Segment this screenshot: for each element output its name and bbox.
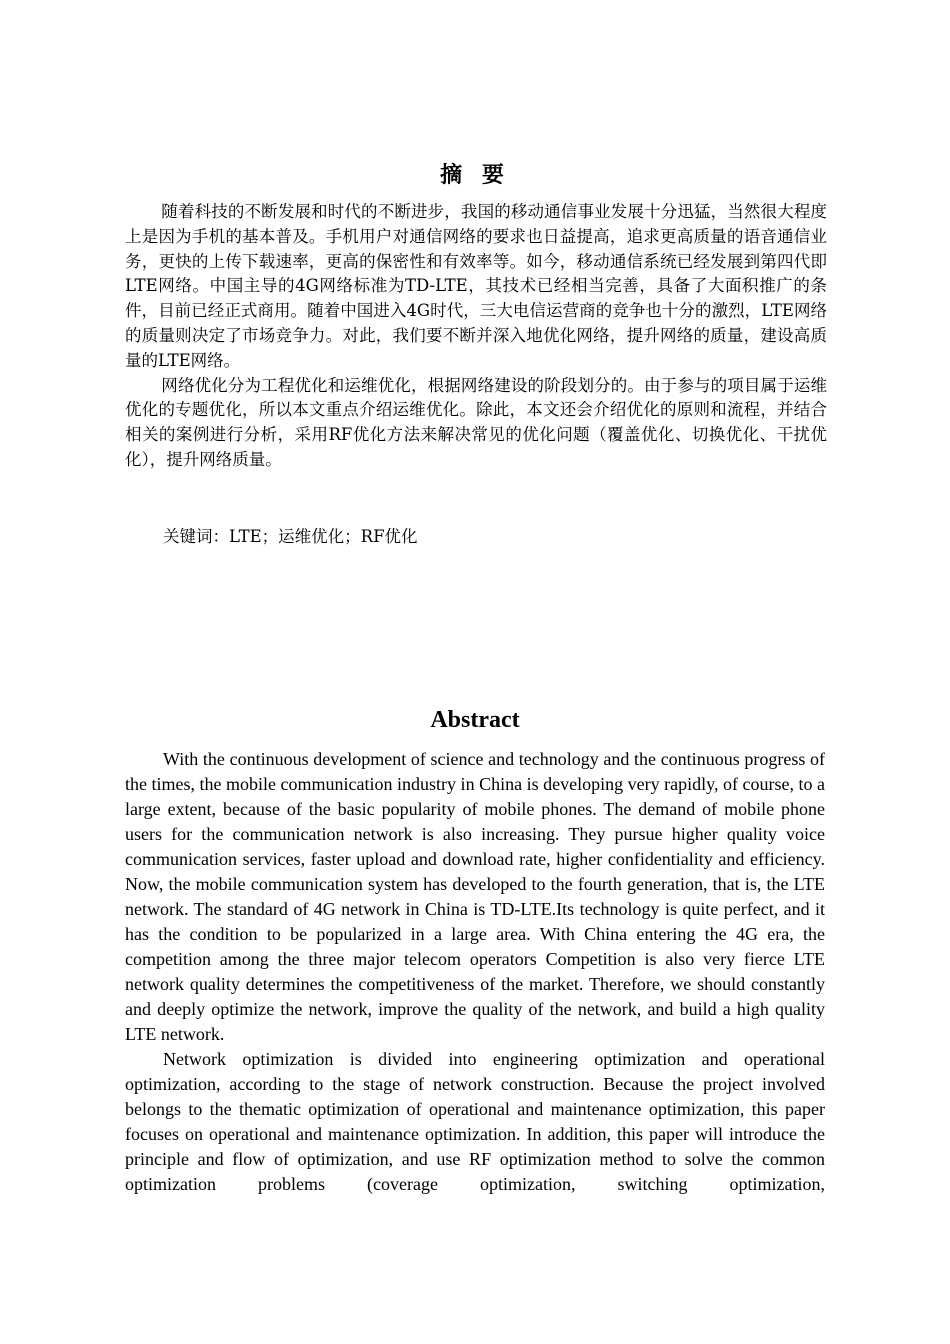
chinese-keywords: 关键词：LTE；运维优化；RF优化	[163, 527, 418, 546]
english-abstract-body	[125, 747, 825, 1197]
chinese-paragraph-2: 网络优化分为工程优化和运维优化，根据网络建设的阶段划分的。由于参与的项目属于运维优化的专题优化，所以本文重点介绍运维优化。除此，本文还会介绍优化的原则和流程，并结合相关的案例进行分析，采用RF优化方法来解决常见的优化问题（覆盖优化、切换优化、干扰优化），提升网络质量。	[125, 375, 827, 469]
english-abstract-title: Abstract	[430, 707, 520, 733]
english-paragraph-2: Network optimization is divided into engineering optimization and operational optimization, according to the stage of network construction. Because the project involved belongs to the thematic optimization of operational and maintenance optimization, this paper focuses on operational and maintenance optimization. In addition, this paper will introduce the principle and flow of optimization, and use RF optimization method to solve the common optimization problems (coverage optimization, switching optimization,	[125, 1049, 825, 1194]
english-paragraph-1: With the continuous development of science and technology and the continuous progress of the times, the mobile communication industry in China is developing very rapidly, of course, to a large extent, because of the basic popularity of mobile phones. The demand of mobile phone users for the communication network is also increasing. They pursue higher quality voice communication services, faster upload and download rate, higher confidentiality and efficiency. Now, the mobile communication system has developed to the fourth generation, that is, the LTE network. The standard of 4G network in China is TD-LTE.Its technology is quite perfect, and it has the condition to be popularized in a large area. With China entering the 4G era, the competition among the three major telecom operators Competition is also very fierce LTE network quality determines the competitiveness of the market. Therefore, we should constantly and deeply optimize the network, improve the quality of the network, and build a high quality LTE network.	[125, 749, 825, 1044]
chinese-abstract-title: 摘 要	[440, 162, 510, 188]
chinese-abstract-body	[125, 200, 827, 473]
chinese-paragraph-1: 随着科技的不断发展和时代的不断进步，我国的移动通信事业发展十分迅猛，当然很大程度上是因为手机的基本普及。手机用户对通信网络的要求也日益提高，追求更高质量的语音通信业务，更快的上传下载速率，更高的保密性和有效率等。如今，移动通信系统已经发展到第四代即LTE网络。中国主导的4G网络标准为TD-LTE，其技术已经相当完善，具备了大面积推广的条件，目前已经正式商用。随着中国进入4G时代，三大电信运营商的竞争也十分的激烈，LTE网络的质量则决定了市场竞争力。对此，我们要不断并深入地优化网络，提升网络的质量，建设高质量的LTE网络。	[125, 202, 827, 370]
